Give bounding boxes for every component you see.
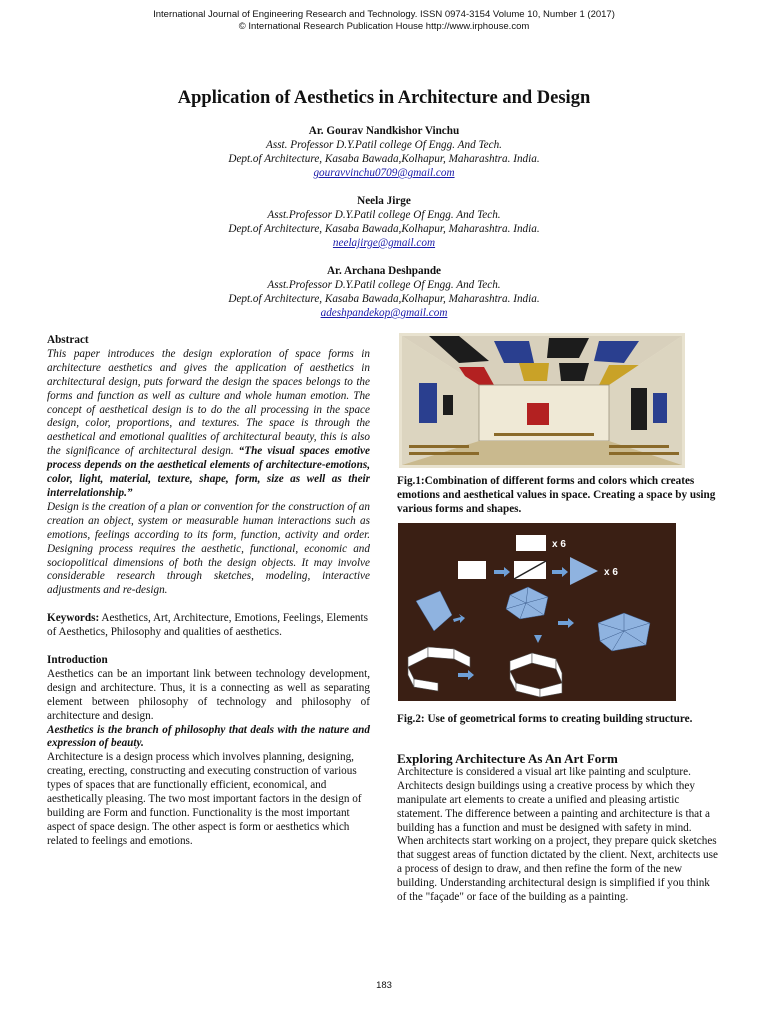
introduction-paragraph-3: Architecture is a design process which involves planning, designing, creating, erecting, constructing and executing construction of various types of spaces that are functionally efficient, economical, and aesthetically pleasing. The two most important factors in the design of building are Form and function. Functionality is the most important aspect of space design. The other aspect is form or aesthetics which related to feelings and emotions.	[47, 751, 362, 847]
paper-title: Application of Aesthetics in Architecture and Design	[177, 88, 591, 108]
author-name: Ar. Archana Deshpande	[326, 265, 442, 277]
author-email-link[interactable]: adeshpandekop@gmail.com	[320, 307, 448, 319]
section-paragraph: Architecture is considered a visual art like painting and sculpture. Architects design buildings using a creative process by which they manipulate art elements to create a unified and pleasing artistic statement. The difference between a painting and architecture is that a building has a function and must be designed with safety in mind. When architects start working on a project, they prepare quick sketches that suggest areas of function dictated by the client. Next, architects use a process of design to draw, and then refine the form of the new building. Understanding architectural design is simplified if you think of the "façade" or face of the building as a painting.	[397, 765, 718, 904]
abstract-text: This paper introduces the design exploration of space forms in architecture aesthetics and gives the application of aesthetics in architectural design, puts forward the design the spaces belongs to the forms and function as well as culture and whole human emotion. The concept of aesthetical design is to do the all processing in the space design, color, proportions, and textures. The space is through the aesthetical and emotional qualities of architectural beauty, this is also the significance of architectural design.	[47, 347, 370, 458]
figure-2-caption: Fig.2: Use of geometrical forms to creating building structure.	[397, 713, 693, 725]
fig2-multiplier-label-b: x 6	[604, 567, 618, 578]
author-email-link[interactable]: gouravvinchu0709@gmail.com	[313, 167, 455, 179]
keywords-paragraph	[47, 612, 370, 640]
journal-header-line1: International Journal of Engineering Research and Technology. ISSN 0974-3154 Volume 10, Number 1 (2017)	[153, 9, 615, 20]
keywords-text: Aesthetics, Art, Architecture, Emotions, Feelings, Elements of Aesthetics, Philosophy and qualities of aesthetics.	[47, 612, 368, 639]
author-name: Neela Jirge	[357, 195, 411, 207]
author-position: Asst.Professor D.Y.Patil college Of Engg. And Tech.	[267, 279, 501, 291]
author-block-1	[0, 124, 768, 180]
introduction-paragraph-2: Aesthetics is the branch of philosophy that deals with the nature and expression of beauty.	[47, 723, 370, 750]
left-column	[47, 334, 370, 849]
figure-1-caption: Fig.1:Combination of different forms and colors which creates emotions and aesthetical values in space. Creating a space by using various forms and shapes.	[397, 475, 716, 515]
abstract-paragraph-1	[47, 348, 370, 501]
author-name: Ar. Gourav Nandkishor Vinchu	[308, 125, 460, 137]
author-position: Asst. Professor D.Y.Patil college Of Engg. And Tech.	[266, 139, 502, 151]
keywords-label: Keywords:	[47, 612, 100, 625]
author-dept: Dept.of Architecture, Kasaba Bawada,Kolhapur, Maharashtra. India.	[228, 223, 540, 235]
author-block-2	[0, 194, 768, 250]
abstract-quote: “The visual spaces emotive process depends on the aesthetical elements of architecture-emotions, color, light, material, texture, shape, form, size as well as their interrelationship.”	[47, 445, 370, 499]
journal-header-line2: © International Research Publication House http://www.irphouse.com	[238, 21, 530, 32]
author-dept: Dept.of Architecture, Kasaba Bawada,Kolhapur, Maharashtra. India.	[228, 293, 540, 305]
author-dept: Dept.of Architecture, Kasaba Bawada,Kolhapur, Maharashtra. India.	[228, 153, 540, 165]
author-position: Asst.Professor D.Y.Patil college Of Engg. And Tech.	[267, 209, 501, 221]
abstract-heading: Abstract	[47, 334, 89, 346]
page-number: 183	[376, 980, 392, 991]
fig2-multiplier-label-a: x 6	[552, 539, 566, 550]
abstract-paragraph-2: Design is the creation of a plan or convention for the construction of an creation an object, system or measurable human interactions such as emotions, feelings according to its form, function, activity and order. Designing process requires the aesthetic, functional, economic and sociopolitical dimensions of both the design objects. It may involve considerable research through sketches, modeling, interactive adjustments and re-design.	[47, 500, 370, 597]
introduction-paragraph-1: Aesthetics can be an important link between technology development, design and architecture. Thus, it is a connecting as well as separating element between philosophy of technology and philosophy of architecture and design.	[47, 667, 370, 722]
introduction-heading: Introduction	[47, 654, 108, 667]
right-column	[397, 752, 719, 905]
section-heading: Exploring Architecture As An Art Form	[397, 751, 618, 766]
author-block-3	[0, 264, 768, 320]
figure-1-image	[399, 333, 685, 468]
figure-2-image	[398, 523, 676, 701]
author-email-link[interactable]: neelajirge@gmail.com	[332, 237, 436, 249]
